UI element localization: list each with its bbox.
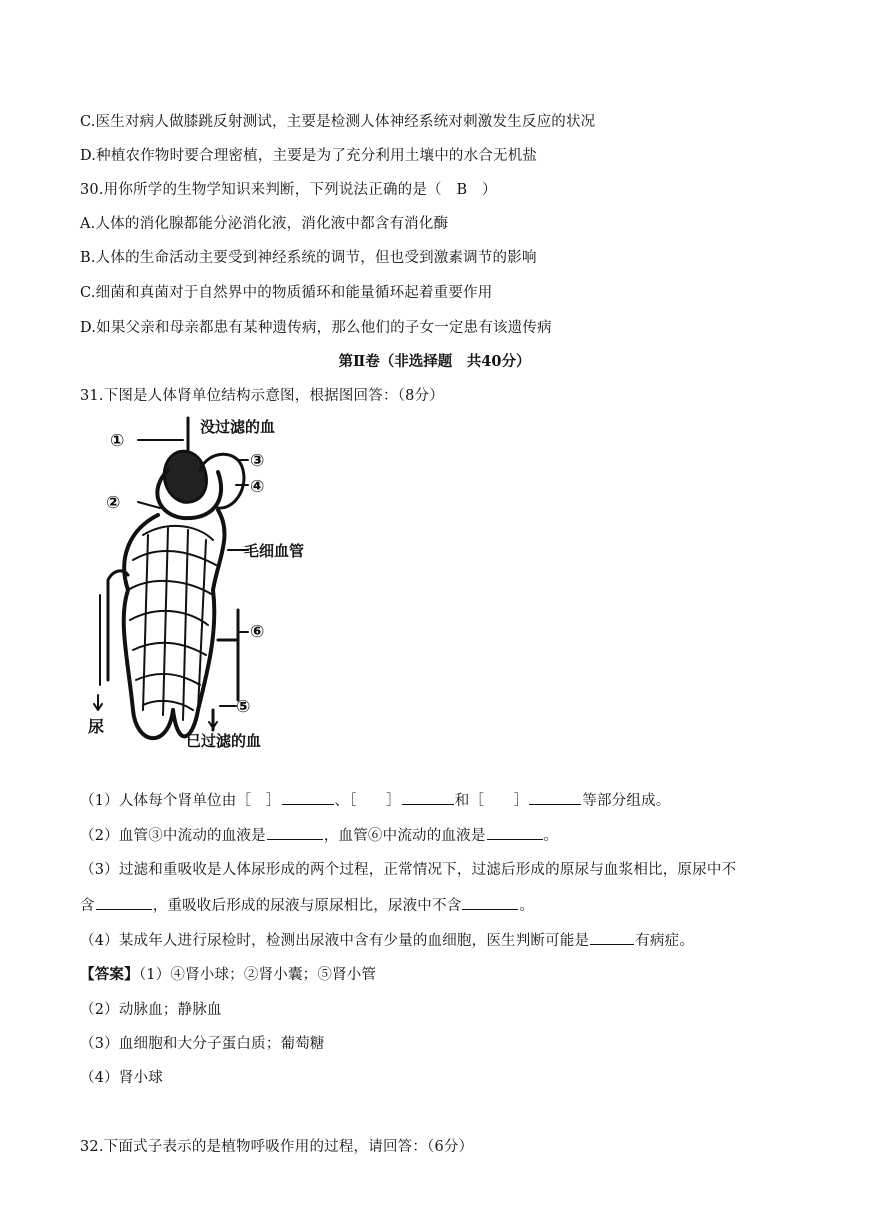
label-6: ⑥ <box>250 622 265 642</box>
label-3: ③ <box>250 451 265 471</box>
label-filtered-blood: 已过滤的血 <box>186 732 262 750</box>
q3-text-d: 。 <box>519 898 535 914</box>
q1-text-b: 、［ ］ <box>334 793 401 809</box>
q3-text-b: 含 <box>80 898 95 914</box>
q1-blank-2[interactable] <box>402 790 454 805</box>
question-31: 31.下图是人体肾单位结构示意图，根据图回答：（8分） <box>80 388 444 404</box>
section-heading: 第Ⅱ卷（非选择题 共40分） <box>338 353 531 370</box>
q1-text-a: （1）人体每个肾单位由［ ］ <box>80 793 281 809</box>
question-31-part-3-cont <box>80 895 534 916</box>
option-b-q30: B.人体的生命活动主要受到神经系统的调节，但也受到激素调节的影响 <box>80 250 537 266</box>
q4-text-a: （4）某成年人进行尿检时，检测出尿液中含有少量的血细胞，医生判断可能是 <box>80 933 590 949</box>
q1-blank-3[interactable] <box>529 790 581 805</box>
label-urine: 尿 <box>88 717 105 736</box>
answer-4: （4）肾小球 <box>80 1070 163 1086</box>
q2-text-a: （2）血管③中流动的血液是 <box>80 828 266 844</box>
option-c-q30: C.细菌和真菌对于自然界中的物质循环和能量循环起着重要作用 <box>80 285 493 301</box>
q2-blank-2[interactable] <box>487 825 543 840</box>
q1-text-c: 和［ ］ <box>454 793 529 809</box>
answer-line-1 <box>80 965 376 985</box>
question-31-part-3: （3）过滤和重吸收是人体尿形成的两个过程，正常情况下，过滤后形成的原尿与血浆相比，原尿中不 <box>80 862 737 878</box>
q3-text-c: ，重吸收后形成的尿液与原尿相比，尿液中不含 <box>152 898 462 914</box>
q2-text-c: 。 <box>543 828 559 844</box>
label-1: ① <box>110 431 125 451</box>
answer-2: （2）动脉血；静脉血 <box>80 1002 222 1018</box>
option-d-q29: D.种植农作物时要合理密植，主要是为了充分利用土壤中的水合无机盐 <box>80 148 538 164</box>
question-30: 30.用你所学的生物学知识来判断，下列说法正确的是（ B ） <box>80 182 497 198</box>
question-31-part-4 <box>80 930 694 951</box>
question-31-part-2 <box>80 825 558 846</box>
q1-blank-1[interactable] <box>282 790 334 805</box>
q4-text-b: 有病症。 <box>635 933 695 949</box>
label-unfiltered-blood: 没过滤的血 <box>200 418 276 436</box>
q2-text-b: ，血管⑥中流动的血液是 <box>323 828 486 844</box>
label-capillary: 毛细血管 <box>244 542 305 560</box>
option-c-q29: C.医生对病人做膝跳反射测试，主要是检测人体神经系统对刺激发生反应的状况 <box>80 114 596 130</box>
q3-blank-1[interactable] <box>96 895 152 910</box>
option-a-q30: A.人体的消化腺都能分泌消化液，消化液中都含有消化酶 <box>80 216 449 232</box>
nephron-drawing <box>94 418 251 738</box>
label-4: ④ <box>250 477 265 497</box>
answer-1: （1）④肾小球；②肾小囊；⑤肾小管 <box>138 967 377 983</box>
question-32: 32.下面式子表示的是植物呼吸作用的过程，请回答：（6分） <box>80 1139 474 1155</box>
answer-tag: 【答案】 <box>80 966 139 983</box>
q4-blank[interactable] <box>590 930 634 945</box>
label-5: ⑤ <box>236 697 251 717</box>
question-31-part-1 <box>80 790 670 811</box>
q1-text-d: 等部分组成。 <box>582 793 671 809</box>
nephron-diagram <box>88 410 348 760</box>
answer-3: （3）血细胞和大分子蛋白质；葡萄糖 <box>80 1036 325 1052</box>
label-2: ② <box>106 493 121 513</box>
q2-blank-1[interactable] <box>267 825 323 840</box>
q3-blank-2[interactable] <box>462 895 518 910</box>
option-d-q30: D.如果父亲和母亲都患有某种遗传病，那么他们的子女一定患有该遗传病 <box>80 320 552 336</box>
